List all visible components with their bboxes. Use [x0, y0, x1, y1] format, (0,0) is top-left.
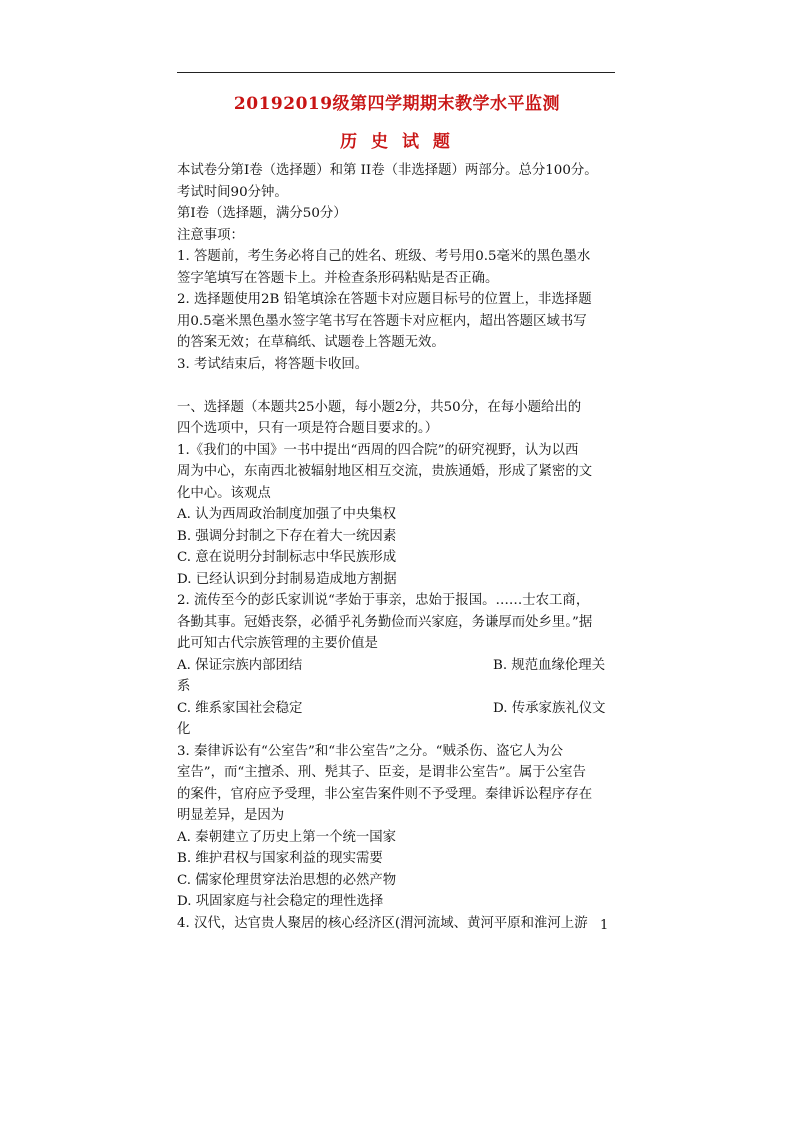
question-2-options-row — [177, 655, 617, 677]
intro-line: 本试卷分第Ⅰ卷（选择题）和第 II卷（非选择题）两部分。总分100分。 — [177, 163, 598, 178]
question-2-option-d-wrap: 化 — [177, 722, 191, 737]
question-2-stem: 此可知古代宗族管理的主要价值是 — [177, 636, 378, 651]
notes-title: 注意事项： — [177, 227, 244, 243]
question-2-option-b-wrap: 系 — [177, 679, 191, 694]
part-heading: 四个选项中，只有一项是符合题目要求的。） — [177, 421, 439, 436]
part-heading: 一、选择题（本题共25小题，每小题2分，共50分，在每小题给出的 — [177, 399, 582, 415]
question-2-option-d: D. 传承家族礼仪文 — [493, 700, 606, 716]
question-3-stem: 的案件，官府应予受理，非公室告案件则不予受理。秦律诉讼程序存在 — [177, 786, 593, 802]
question-1-option-c: C. 意在说明分封制标志中华民族形成 — [177, 550, 397, 565]
question-1-option-d: D. 已经认识到分封制易造成地方割据 — [177, 571, 397, 587]
note-line: 签字笔填写在答题卡上。并检查条形码粘贴是否正确。 — [177, 270, 499, 286]
question-1-stem: 化中心。该观点 — [177, 485, 271, 501]
question-2-options-row — [177, 698, 617, 720]
question-1-stem: 1.《我们的中国》一书中提出“西周的四合院”的研究视野，认为以西 — [177, 442, 579, 458]
note-line: 2. 选择题使用2B 铅笔填涂在答题卡对应题目标号的位置上，非选择题 — [177, 292, 592, 307]
question-3-option-c: C. 儒家伦理贯穿法治思想的必然产物 — [177, 872, 397, 888]
note-line: 1. 答题前，考生务必将自己的姓名、班级、考号用0.5毫米的黑色墨水 — [177, 249, 591, 264]
page-number: 1 — [600, 918, 609, 933]
question-2-option-a: A. 保证宗族内部团结 — [177, 657, 303, 673]
note-line: 的答案无效；在草稿纸、试题卷上答题无效。 — [177, 335, 445, 350]
spacer — [177, 375, 617, 397]
question-2-option-b: B. 规范血缘伦理关 — [493, 657, 606, 673]
header-rule — [177, 72, 615, 73]
question-3-stem: 明显差异，是因为 — [177, 808, 285, 823]
question-2-option-c: C. 维系家国社会稳定 — [177, 700, 303, 716]
question-3-stem: 室告”，而“主擅杀、刑、髡其子、臣妾，是谓非公室告”。属于公室告 — [177, 765, 586, 780]
question-4-stem: 4. 汉代，达官贵人聚居的核心经济区(渭河流域、黄河平原和淮河上游 — [177, 915, 588, 931]
exam-body — [177, 160, 617, 934]
question-1-option-a: A. 认为西周政治制度加强了中央集权 — [177, 507, 397, 522]
question-3-option-a: A. 秦朝建立了历史上第一个统一国家 — [177, 829, 397, 845]
intro-line: 考试时间90分钟。 — [177, 184, 288, 200]
question-2-stem: 各勤其事。冠婚丧祭，必循乎礼务勤俭而兴家庭，务谦厚而处乡里。”据 — [177, 614, 593, 630]
question-3-option-b: B. 维护君权与国家利益的现实需要 — [177, 851, 383, 866]
question-1-option-b: B. 强调分封制之下存在着大一统因素 — [177, 528, 397, 544]
question-3-stem: 3. 秦律诉讼有“公室告”和“非公室告”之分。“贼杀伤、盗它人为公 — [177, 743, 564, 759]
exam-subtitle: 历 史 试 题 — [340, 132, 454, 152]
question-1-stem: 周为中心，东南西北被辐射地区相互交流，贵族通婚，形成了紧密的文 — [177, 464, 593, 479]
question-3-option-d: D. 巩固家庭与社会稳定的理性选择 — [177, 894, 384, 909]
exam-title: 20192019级第四学期期末教学水平监测 — [233, 94, 561, 114]
note-line: 用0.5毫米黑色墨水签字笔书写在答题卡对应框内，超出答题区域书写 — [177, 313, 587, 329]
section-label: 第Ⅰ卷（选择题，满分50分） — [177, 206, 347, 221]
note-line: 3. 考试结束后，将答题卡收回。 — [177, 356, 369, 372]
question-2-stem: 2. 流传至今的彭氏家训说“孝始于事亲，忠始于报国。……士农工商， — [177, 593, 590, 608]
